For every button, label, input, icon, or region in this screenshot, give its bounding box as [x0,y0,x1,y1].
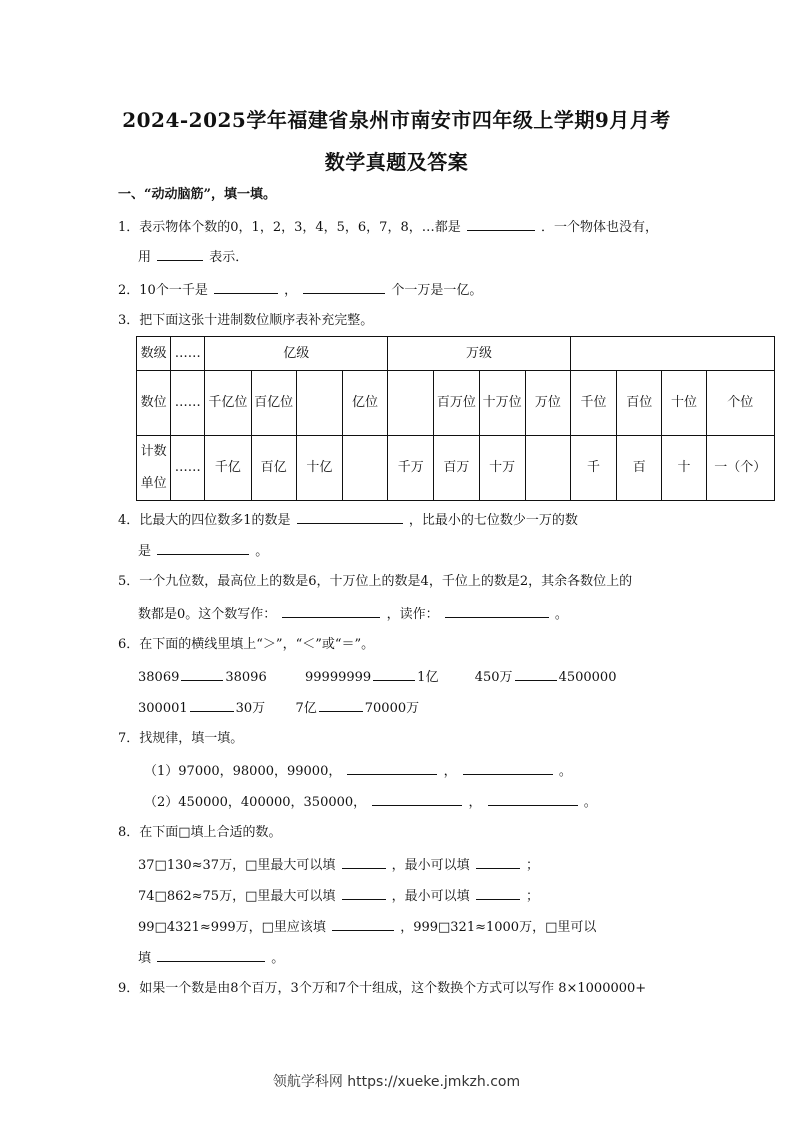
q8-line-2 [138,887,539,906]
table-row-unit [137,436,775,501]
q7-blank[interactable] [488,793,578,806]
table-cell: …… [171,436,205,501]
q7-blank[interactable] [347,762,437,775]
q2-text-b: ， [284,283,298,298]
title-line-2: 数学真题及答案 [324,150,469,174]
table-cell: 个位 [706,371,774,436]
table-cell-blank[interactable] [388,371,434,436]
q8-text: 74□862≈75万，□里最大可以填 [138,889,336,904]
q2-text-a: 2．10个一千是 [118,283,208,298]
q7-seq-1: （1）97000，98000，99000， [144,764,342,779]
table-cell: 百位 [617,371,662,436]
table-cell-blank[interactable] [525,436,570,501]
q4-text-d: 。 [255,544,269,559]
q6-blank[interactable] [190,699,234,712]
q8-text: ，最小可以填 [391,858,470,873]
q7-period: 。 [583,795,597,810]
table-cell-yi-level: 亿级 [205,337,388,371]
table-cell-blank[interactable] [342,436,387,501]
question-5: 5．一个九位数，最高位上的数是6，十万位上的数是4，千位上的数是2，其余各数位上的 [118,574,633,589]
q7-comma: ， [468,795,482,810]
q4-blank-1[interactable] [297,511,403,524]
table-cell: 百万位 [434,371,479,436]
q6-item: 4500000 [558,670,617,685]
table-cell-wan-level: 万级 [388,337,571,371]
q8-text: 37□130≈37万，□里最大可以填 [138,858,336,873]
q8-blank[interactable] [342,856,386,869]
table-cell: 百亿位 [251,371,296,436]
section-heading: 一、“动动脑筋”，填一填。 [118,187,276,202]
q5-text-d: 。 [554,607,568,622]
q8-blank[interactable] [476,856,520,869]
q6-blank[interactable] [319,699,363,712]
q8-blank[interactable] [332,918,394,931]
q8-text: ； [525,858,539,873]
table-row-place [137,371,775,436]
q1-blank-2[interactable] [157,248,203,261]
q1-text-d: 表示． [209,250,249,265]
q6-blank[interactable] [515,668,557,681]
question-1 [118,218,658,237]
table-cell-blank[interactable] [296,371,342,436]
q8-line-4 [138,949,284,968]
q6-item: 38096 [225,670,267,685]
table-cell: 千亿 [205,436,251,501]
table-cell: 万位 [525,371,570,436]
q6-item: 99999999 [305,670,372,685]
question-6: 6．在下面的横线里填上“＞”，“＜”或“＝”。 [118,637,375,652]
q4-blank-2[interactable] [157,542,249,555]
table-cell: 十万位 [479,371,525,436]
table-cell: …… [171,371,205,436]
q8-blank[interactable] [157,949,265,962]
q5-blank-1[interactable] [282,605,380,618]
q7-seq-2: （2）450000，400000，350000， [144,795,367,810]
place-value-table [136,336,775,501]
table-cell: 千位 [570,371,616,436]
q8-text: 。 [271,951,285,966]
table-cell: 数位 [137,371,171,436]
q2-blank-2[interactable] [303,281,385,294]
q6-item: 7亿 [295,701,317,716]
q5-blank-2[interactable] [445,605,549,618]
q7-part-1 [144,762,572,781]
q6-item: 70000万 [364,701,420,716]
question-3: 3．把下面这张十进制数位顺序表补充完整。 [118,313,374,328]
q6-row-2 [138,699,419,718]
q7-blank[interactable] [463,762,553,775]
table-cell: 百万 [434,436,479,501]
q7-part-2 [144,793,597,812]
q4-text-c: 是 [138,544,152,559]
question-2 [118,281,482,300]
q8-text: ； [525,889,539,904]
question-9: 9．如果一个数是由8个百万，3个万和7个十组成，这个数换个方式可以写作 8×1000000+ [118,981,647,996]
table-cell: 千 [570,436,616,501]
table-cell: 百 [617,436,662,501]
q6-blank[interactable] [373,668,415,681]
q8-text: 99□4321≈999万，□里应该填 [138,920,326,935]
q7-period: 。 [558,764,572,779]
footer-watermark: 领航学科网 https://xueke.jmkzh.com [272,1074,521,1090]
q8-text: ，最小可以填 [391,889,470,904]
question-5-cont [138,605,568,624]
table-cell: 十位 [662,371,706,436]
q5-text-c: ，读作： [386,607,439,622]
q6-row-1 [138,668,616,687]
q6-item: 30万 [235,701,266,716]
q2-blank-1[interactable] [214,281,278,294]
question-7: 7．找规律，填一填。 [118,731,244,746]
table-cell: 十 [662,436,706,501]
title-line-1: 2024-2025学年福建省泉州市南安市四年级上学期9月月考 [122,108,671,132]
q2-text-c: 个一万是一亿。 [391,283,483,298]
q8-blank[interactable] [476,887,520,900]
q8-blank[interactable] [342,887,386,900]
table-cell: …… [171,337,205,371]
q7-blank[interactable] [372,793,462,806]
q4-text-b: ，比最小的七位数少一万的数 [408,513,578,528]
q5-text-b: 数都是0。这个数写作： [138,607,277,622]
q6-item: 450万 [474,670,513,685]
q8-text: ，999□321≈1000万，□里可以 [400,920,597,935]
question-4-cont [138,542,268,561]
table-cell: 百亿 [251,436,296,501]
q8-line-1 [138,856,539,875]
q1-text-b: ．一个物体也没有， [541,220,659,235]
q1-blank-1[interactable] [467,218,535,231]
q6-item: 38069 [138,670,180,685]
q6-item: 300001 [138,701,188,716]
table-cell: 数级 [137,337,171,371]
table-cell: 千万 [388,436,434,501]
question-8: 8．在下面□填上合适的数。 [118,825,282,840]
table-cell: 一（个） [706,436,774,501]
q4-text-a: 4．比最大的四位数多1的数是 [118,513,291,528]
q6-item: 1亿 [417,670,439,685]
table-cell: 十亿 [296,436,342,501]
q6-blank[interactable] [181,668,223,681]
q8-text: 填 [138,951,152,966]
q1-text-c: 用 [138,250,152,265]
table-cell: 亿位 [342,371,387,436]
table-cell: 计数单位 [137,436,171,501]
table-row-level [137,337,775,371]
q1-text-a: 1．表示物体个数的0，1，2，3，4，5，6，7，8，…都是 [118,220,461,235]
question-4 [118,511,578,530]
table-cell-blank-level[interactable] [570,337,774,371]
q8-line-3 [138,918,596,937]
table-cell: 千亿位 [205,371,251,436]
q7-comma: ， [443,764,457,779]
question-1-cont [138,248,248,267]
table-cell: 十万 [479,436,525,501]
